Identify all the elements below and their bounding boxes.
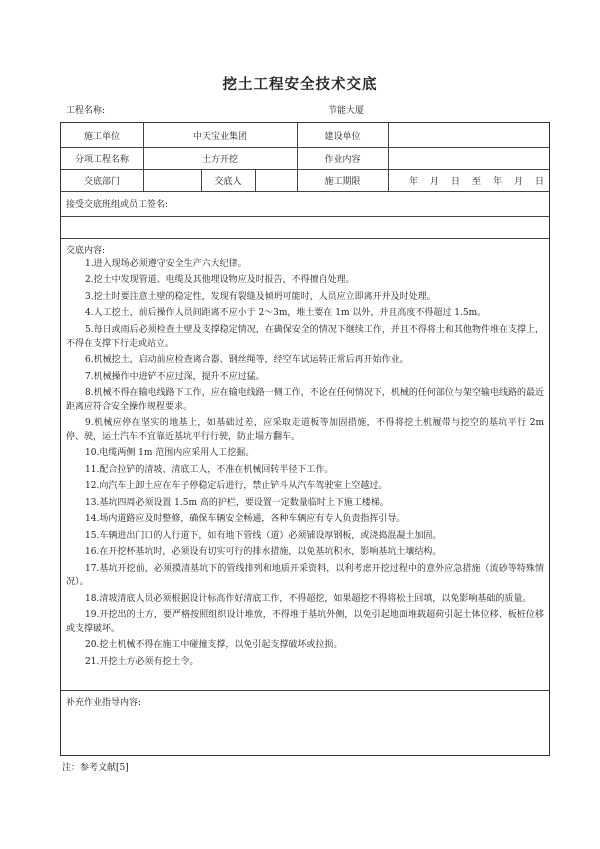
list-item: 21.开挖土方必须有挖土令。 <box>85 656 199 667</box>
list-item: 3.挖土时要注意土壁的稳定性，发现有裂缝及倾坍可能时，人员应立即离开并及时处理。 <box>85 291 436 302</box>
list-item: 13.基坑四周必须设置 1.5m 高的护栏，要设置一定数量临时上下施工楼梯。 <box>85 497 389 508</box>
construction-period-value <box>388 169 549 191</box>
list-item: 15.车辆进出门口的人行道下，如有地下管线（道）必须铺设厚钢板，或浇捣混凝土加固。 <box>85 530 442 541</box>
list-item: 2.挖土中发现管道、电缆及其他埋设物应及时报告，不得擅自处理。 <box>85 275 355 286</box>
content-label: 交底内容: <box>66 246 106 256</box>
supplement-label: 补充作业指导内容: <box>66 698 142 708</box>
list-item: 20.挖土机械不得在施工中碰撞支撑，以免引起支撑破坏或拉损。 <box>85 640 343 651</box>
construction-unit-label: 施工单位 <box>83 131 120 142</box>
list-item: 10.电缆两侧 1m 范围内应采用人工挖掘。 <box>85 448 255 459</box>
list-item: 14.场内道路应及时整修，确保车辆安全畅通，各种车辆应有专人负责指挥引导。 <box>85 514 406 525</box>
construction-period-label: 施工期限 <box>324 176 361 187</box>
list-item: 5.每日或雨后必须检查土壁及支撑稳定情况，在确保安全的情况下继续工作，并且不得将土和其他物件堆在支撑上，不得在支撑下行走或站立。 <box>66 324 544 349</box>
period-end-month: 月 <box>514 176 524 187</box>
list-item: 16.在开挖杯基坑时，必须设有切实可行的排水措施，以免基坑积水，影响基坑土壤结构。 <box>85 547 442 558</box>
list-item: 12.向汽车上卸土应在车子停稳定后进行，禁止铲斗从汽车驾驶室上空越过。 <box>85 481 388 492</box>
project-name-value: 节能大厦 <box>328 106 365 116</box>
row-divider <box>61 216 549 217</box>
list-item: 11.配合拉铲的清坡、清底工人，不准在机械回转半径下工作。 <box>85 464 334 475</box>
handover-dept-value <box>143 169 201 191</box>
list-item: 7.机械操作中进铲不应过深，提升不应过猛。 <box>85 371 265 382</box>
row-divider <box>61 238 549 239</box>
handover-person-value <box>255 169 297 191</box>
handover-dept-label: 交底部门 <box>83 176 120 187</box>
row-divider <box>61 191 549 192</box>
list-item: 9.机械应停在坚实的地基上，如基础过差，应采取走道板等加固措施，不得将挖土机履带与挖空的基坑平行 2m 停、驶，运土汽车不宜靠近基坑平行行驶，防止塌方翻车。 <box>66 418 544 442</box>
work-content-label: 作业内容 <box>324 154 361 165</box>
row-divider <box>61 690 549 691</box>
period-end-day: 日 <box>535 176 545 187</box>
period-start-year: 年 <box>408 176 418 187</box>
construction-unit-value: 中天宝业集团 <box>192 131 247 142</box>
period-start-month: 月 <box>429 176 439 187</box>
period-to: 至 <box>471 176 481 187</box>
project-name-label: 工程名称: <box>66 106 106 116</box>
list-item: 1.进入现场必须遵守安全生产六大纪律。 <box>85 259 247 269</box>
list-item: 17.基坑开挖前，必须摸清基坑下的管线排列和地质开采资料，以利考虑开挖过程中的意外应急措施（流砂等特殊情况）。 <box>66 563 544 588</box>
period-end-year: 年 <box>493 176 503 187</box>
list-item: 8.机械不得在输电线路下工作，应在输电线路一侧工作，不论在任何情况下，机械的任何部位与架空输电线路的最近距离应符合安全操作规程要求。 <box>66 387 544 412</box>
list-item: 18.清坡清底人员必须根据设计标高作好清底工作，不得超挖，如果超挖不得将松土回填，以免影响基础的质量。 <box>85 593 532 604</box>
owner-unit-value <box>388 123 549 147</box>
page-title: 挖土工程安全技术交底 <box>222 76 378 93</box>
sub-project-label: 分项工程名称 <box>74 154 129 165</box>
list-item: 4.人工挖土，前后操作人员间距离不应小于 2～3m，堆土要在 1m 以外，并且高度不得超过 1.5m。 <box>85 308 487 319</box>
list-item: 19.开挖出的土方，要严格按照组织设计堆放，不得堆于基坑外侧，以免引起地面堆载超荷引起土体位移、板桩位移或支撑破坏。 <box>66 610 544 634</box>
list-item: 6.机械挖土，启动前应检查离合器、钢丝绳等，经空车试运转正常后再开始作业。 <box>85 355 409 366</box>
handover-form <box>60 122 550 756</box>
content-list <box>66 258 544 672</box>
handover-person-label: 交底人 <box>214 176 242 187</box>
period-start-day: 日 <box>450 176 460 187</box>
footnote: 注：参考文献[5] <box>62 763 129 773</box>
sub-project-value: 土方开挖 <box>201 154 238 165</box>
work-content-value <box>388 147 549 169</box>
owner-unit-label: 建设单位 <box>324 131 361 142</box>
signature-label: 接受交底班组或员工签名: <box>66 200 169 210</box>
